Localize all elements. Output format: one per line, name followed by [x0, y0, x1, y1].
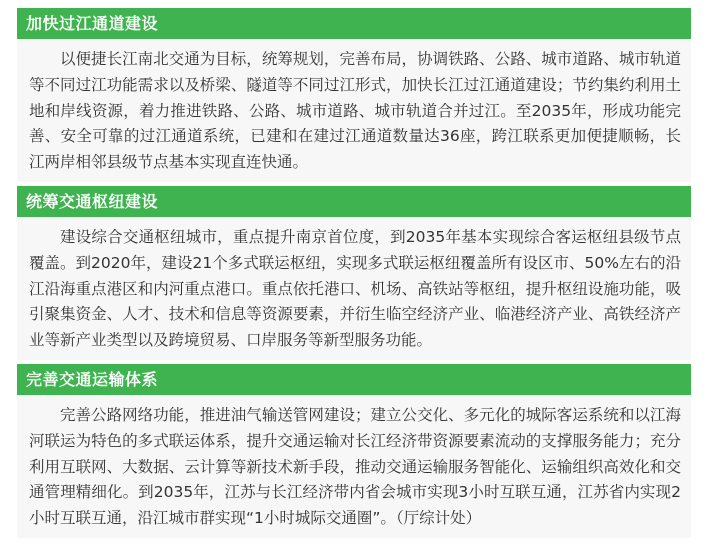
section-paragraph: 建设综合交通枢纽城市，重点提升南京首位度，到2035年基本实现综合客运枢纽县级节点覆盖。到2020年，建设21个多式联运枢纽，实现多式联运枢纽覆盖所有设区市、50%左右的沿江沿海重点港区和内河重点港口。重点依托港口、机场、高铁站等枢纽，提升枢纽设施功能，吸引聚集资金、人才、技术和信息等资源要素，并衍生临空经济产业、临港经济产业、高铁经济产业等新产业类型以及跨境贸易、口岸服务等新型服务功能。 — [17, 217, 691, 360]
section-title: 统筹交通枢纽建设 — [17, 186, 691, 217]
section-title: 完善交通运输体系 — [17, 364, 691, 395]
section-river-crossing — [17, 8, 691, 182]
section-transport-system — [17, 364, 691, 538]
section-paragraph: 完善公路网络功能，推进油气输送管网建设；建立公交化、多元化的城际客运系统和以江海河联运为特色的多式联运体系，提升交通运输对长江经济带资源要素流动的支撑服务能力；充分利用互联网、大数据、云计算等新技术新手段，推动交通运输服务智能化、运输组织高效化和交通管理精细化。到2035年，江苏与长江经济带内省会城市实现3小时互联互通，江苏省内实现2小时互联互通，沿江城市群实现“1小时城际交通圈”。（厅综计处） — [17, 395, 691, 538]
section-transport-hubs — [17, 186, 691, 360]
section-title: 加快过江通道建设 — [17, 8, 691, 39]
section-paragraph: 以便捷长江南北交通为目标，统筹规划，完善布局，协调铁路、公路、城市道路、城市轨道等不同过江功能需求以及桥梁、隧道等不同过江形式，加快长江过江通道建设；节约集约利用土地和岸线资源，着力推进铁路、公路、城市道路、城市轨道合并过江。至2035年，形成功能完善、安全可靠的过江通道系统，已建和在建过江通道数量达36座，跨江联系更加便捷顺畅，长江两岸相邻县级节点基本实现直连快通。 — [17, 39, 691, 182]
